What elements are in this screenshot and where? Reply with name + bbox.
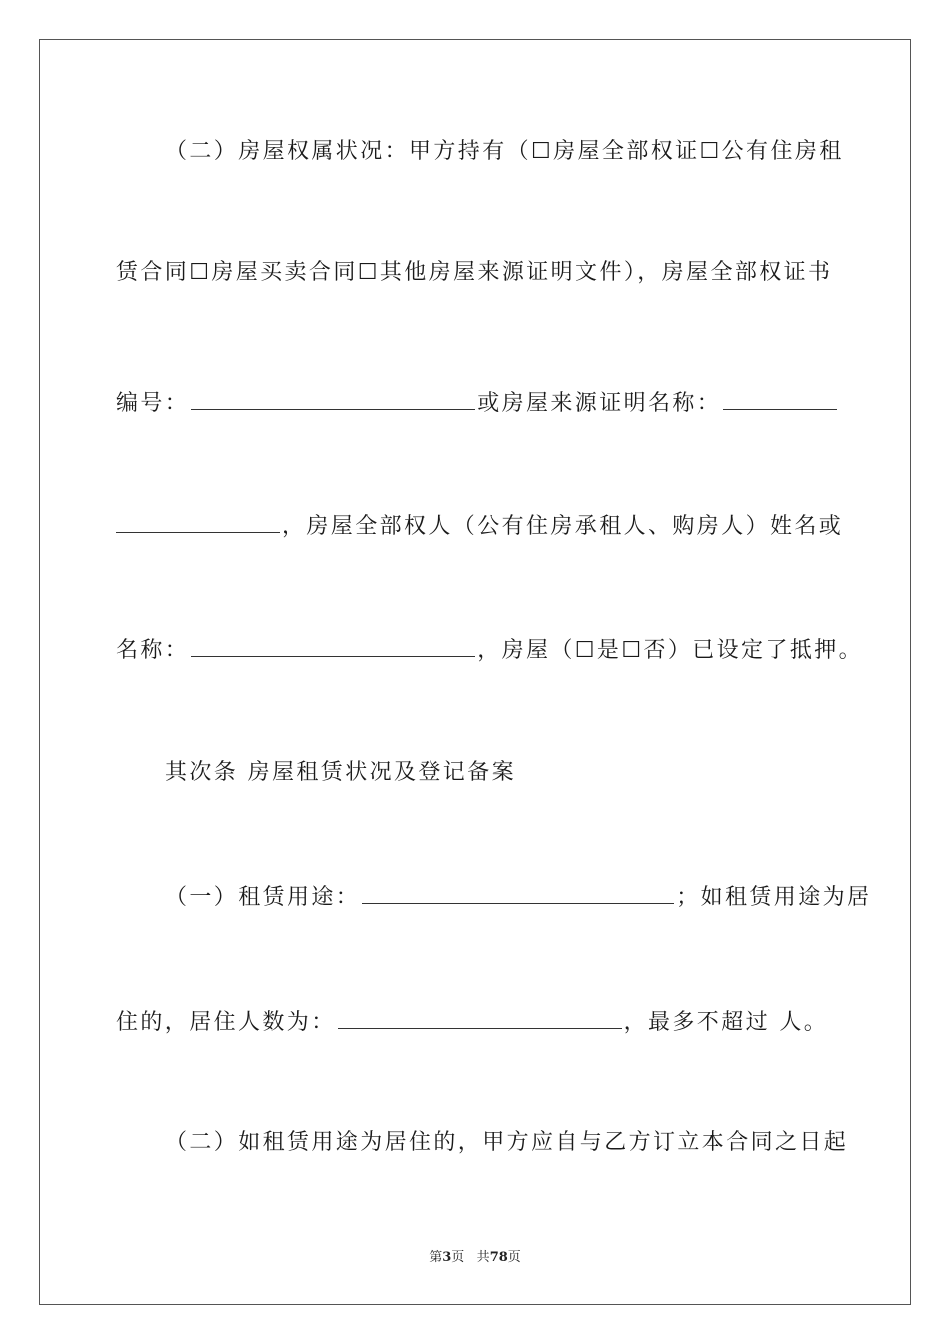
cert-number-label: 编号： [116, 391, 190, 416]
occupants-label: 住的，居住人数为： [116, 1010, 336, 1035]
page-border [39, 39, 911, 1305]
page-footer [0, 1246, 950, 1265]
section-heading-lease-status: 其次条 房屋租赁状况及登记备案 [165, 760, 516, 785]
occupants-blank[interactable] [338, 1006, 622, 1029]
paragraph-lease-purpose [165, 881, 871, 913]
footer-page-prefix: 第 [429, 1250, 443, 1265]
cert-number-blank[interactable] [191, 387, 475, 410]
paragraph-ownership-status: （二）房屋权属状况：甲方持有（☐房屋全部权证☐公有住房租 [165, 139, 844, 164]
lease-purpose-blank[interactable] [362, 881, 674, 904]
source-doc-blank-cont[interactable] [116, 510, 280, 533]
paragraph-cert-number [116, 387, 839, 419]
footer-total-suffix: 页 [507, 1250, 521, 1265]
footer-page-suffix: 页 [451, 1250, 465, 1265]
footer-total-prefix: 共 [476, 1250, 490, 1265]
paragraph-owner-name [116, 510, 843, 542]
lease-purpose-tail: ；如租赁用途为居 [676, 885, 872, 910]
source-doc-label: 或房屋来源证明名称： [477, 391, 722, 416]
owner-name-blank[interactable] [191, 634, 475, 657]
owner-name-label: ，房屋全部权人（公有住房承租人、购房人）姓名或 [282, 514, 844, 539]
mortgage-text: ，房屋（☐是☐否）已设定了抵押。 [477, 638, 864, 663]
source-doc-blank[interactable] [723, 387, 837, 410]
paragraph-registration: （二）如租赁用途为居住的，甲方应自与乙方订立本合同之日起 [165, 1130, 849, 1155]
footer-total-number: 78 [489, 1250, 508, 1265]
occupants-tail: ，最多不超过 人。 [623, 1010, 829, 1035]
paragraph-ownership-docs: 赁合同☐房屋买卖合同☐其他房屋来源证明文件），房屋全部权证书 [116, 260, 833, 285]
owner-name-field-label: 名称： [116, 638, 190, 663]
paragraph-occupants [116, 1006, 828, 1038]
lease-purpose-label: （一）租赁用途： [165, 885, 361, 910]
footer-page-number: 3 [442, 1250, 452, 1265]
paragraph-mortgage [116, 634, 863, 666]
